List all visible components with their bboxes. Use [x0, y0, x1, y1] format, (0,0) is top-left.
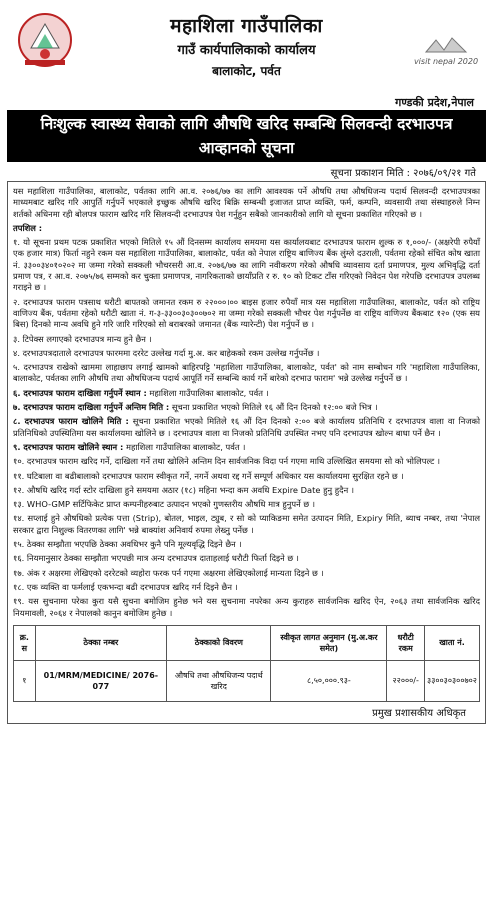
table-header-cell: ठेक्का नम्बर: [35, 625, 167, 660]
notice-body: [7, 181, 486, 724]
office-name: गाउँ कार्यपालिकाको कार्यालय: [177, 43, 316, 58]
notice-title-banner: [7, 110, 486, 162]
term-item: १६. नियमानुसार ठेक्का सम्झौता भएपछी मात्र अन्य दरभाउपत्र दाताहलाई धरौटी फिर्ता दिइने छ ।: [13, 553, 299, 564]
notice-title-line2: आव्हानको सूचना: [198, 139, 295, 157]
table-header-cell: स्वीकृत लागत अनुमान (मु.अ.कर समेत): [271, 625, 387, 660]
table-cell: १: [14, 660, 36, 701]
svg-text:visit nepal 2020: visit nepal 2020: [413, 57, 479, 66]
terms-list: [13, 237, 480, 619]
term-item: १२. औषधि खरिद गर्दा स्टोर दाखिला हुने समयमा अठार (१८) महिना भन्दा कम अवधि Expire Date हुनु हुदैन ।: [13, 484, 354, 495]
term-item: १९. यस सुचनामा परेका कुरा यसै सुचना बमोजिम हुनेछ भने यस सुचनामा नपरेका अन्य कुराहरु सार्वजनिक खरिद ऐन, २०६३ तथा सार्वजनिक खरिद नियमावली, २०६४ र नेपालको कानुन बमोजिम हुनेछ ।: [13, 596, 480, 618]
term-item: ८. दरभाउपत्र फाराम खोलिने मिति : सूचना प्रकाशित भएको मितिले १६ औं दिन दिनको २:०० बजे कार्यालय प्रतिनिधि र दरभाउपत्र वाला वा निजको प्रतिनिधिको उपस्थितिमा यस कार्यालयमा खोलिने छ । दरभाउपत्र वाला वा निजको प्रतिनिधि उपस्थित नभए पनि दरभाउपत्र खोल्न बाधा पर्ने छैन ।: [13, 416, 480, 438]
term-item: १. यो सूचना प्रथम पटक प्रकाशित भएको मितिले १५ औं दिनसम्म कार्यालय समयमा यस कार्यालयबाट दरभाउपत्र फाराम शुल्क रु १,०००/- (अक्षरेपी रुपैयाँ एक हजार मात्र) फिर्ता नहुने रकम यस महाशिला गाउँपालिका, बालाकोट, पर्वत को नेपाल राष्ट्रिय बाणिज्य बैंक लुंम्ले दउराली, पर्वतमा रहेको संचित कोष खाता नं. ३३००३४०१०२०२ मा जम्मा गरेको सक्कली भौचरसरी आ.व. २०७६/७७ का लागि नवीकरण गरेको औषधि व्यावसाय दर्ता प्रमाणपत्र, मुल्य अभिवृद्धि दर्ता प्रमाण पत्र, र आ.व. २०७५/७६ सम्मको कर चुक्ता प्रमाणपत्र, नागरिकताको छायाँप्रति र रु. १० को टिकट टाँस गरिएको निवेदन पेश गरेपछि दरभाउपत्र उपलब्ध गराइने छ ।: [13, 237, 480, 293]
term-item: १५. ठेक्का सम्झौता भएपछि ठेक्का अवधिभर कुनै पनि मूल्यवृद्धि दिइने छैन ।: [13, 539, 242, 550]
term-item: २. दरभाउपत्र फाराम पत्रसाथ धरौटी बापतको जमानत रकम रु २२०००।०० बाइस हजार रुपैयाँ मात्र यस महाशिला गाउँपालिका, बालाकोट, पर्वत को राष्ट्रिय वाणिज्य बैंक, पर्वतमा रहेको धरौटी खाता नं. ग-३-३३००३०३००७०२ मा जम्मा गरेको सक्कली भौचर पेश गर्नुपर्नेछ वा राष्ट्रिय वाणिज्य बैंकबाट १२० (एक सय बिस) दिनको मान्य अवधि हुने गरि जारि गरिएको सो बराबरको जमानत (बैंक ग्यारेन्टी) पेश गर्नुपर्ने छ ।: [13, 296, 480, 330]
table-row: [14, 660, 480, 701]
org-name: महाशिला गाउँपालिका: [170, 15, 323, 37]
signature-line: प्रमुख प्रशासकीय अधिकृत: [372, 707, 466, 719]
terms-heading: तपशिल :: [13, 222, 43, 233]
term-item: ७. दरभाउपत्र फाराम दाखिला गर्नुपर्ने अन्तिम मिति : सूचना प्रकाशित भएको मितिले १६ औं दिन दिनको १२:०० बजे भित्र ।: [13, 402, 378, 413]
table-cell: औषधि तथा औषधिजन्य पदार्थ खरिद: [167, 660, 271, 701]
term-item: १७. अंक र अक्षरमा लेखिएको दररेटको व्यहोरा फरक पर्न गएमा अक्षरमा लेखिएकोलाई मान्यता दिइने छ ।: [13, 567, 324, 578]
table-header-cell: क्र. स: [14, 625, 36, 660]
table-cell: 01/MRM/MEDICINE/ 2076-077: [35, 660, 167, 701]
table-cell: २२०००/-: [387, 660, 425, 701]
term-item: १०. दरभाउपत्र फाराम खरिद गर्ने, दाखिला गर्ने तथा खोलिने अन्तिम दिन सार्वजनिक विदा पर्न गएमा माथि उल्लिखित समयमा सो को भोलिपल्ट ।: [13, 456, 441, 467]
term-item: १४. सप्लाई हुने औषधिको प्रत्येक पत्ता (Strip), बोतल, भाइल, ट्युब, र सो को प्याकिङमा समेत उत्पादन मिति, Expiry मिति, ब्याच नम्बर, तथा 'नेपाल सरकार द्वारा निशुल्क वितरणका लागि' भन्ने बाक्यांश अनिवार्य रुपमा लेख्नु पर्नेछ ।: [13, 513, 480, 535]
term-item: १३. WHO-GMP सर्टिफिकेट प्राप्त कम्पनीहरुबाट उत्पादन भएको गुणस्तरीय औषधि मात्र हुनुपर्ने छ ।: [13, 499, 315, 510]
contract-table: [13, 625, 480, 702]
term-item: ९. दरभाउपत्र फाराम खोलिने स्थान : महाशिला गाउँपालिका बालाकोट, पर्वत ।: [13, 441, 246, 452]
table-header-cell: धरौटी रकम: [387, 625, 425, 660]
table-body: [14, 660, 480, 701]
visit-nepal-logo-icon: [413, 32, 479, 76]
table-header-row: [14, 625, 480, 660]
term-item: ११. घटिबाला वा बढीबालाको दरभाउपत्र फाराम स्वीकृत गर्ने, नगर्ने अथवा रद्द गर्ने सम्पूर्ण अधिकार यस कार्यालयमा सुरक्षित रहने छ ।: [13, 470, 404, 481]
intro-paragraph: यस महाशिला गाउँपालिका, बालाकोट, पर्वतका लागि आ.व. २०७६/७७ का लागि आवश्यक पर्ने औषधि तथा औषधिजन्य पदार्थ सिलवन्दी दरभाउपत्रका माध्यमबाट खरिद गरि आपुर्ति गर्नुपर्ने भएकाले इच्छुक औषधि खरिद बिक्रि सम्बन्धी इजाजत प्राप्त व्यक्ति, फर्म, कम्पनि, व्यवसायी तथा संस्थाहरुले निम्न शर्तको अधिनमा रही बोलपत्र फाराम खरिद गरि सिलवन्दी दरभाउपत्र पेश गर्नुहुन सबैको जानकारीको लागि यो सूचना प्रकाशित गरिएको छ ।: [13, 186, 480, 219]
term-item: ६. दरभाउपत्र फाराम दाखिला गर्नुपर्ने स्थान : महाशिला गाउँपालिका बालाकोट, पर्वत ।: [13, 387, 269, 398]
term-item: ३. टिपेक्स लगाएको दरभाउपत्र मान्य हुने छैन ।: [13, 333, 152, 344]
term-item: ४. दरभाउपत्रदाताले दरभाउपत्र फारममा दररेट उल्लेख गर्दा मु.अ. कर बाहेकको रकम उल्लेख गर्नुपर्नेछ ।: [13, 347, 320, 358]
office-location: बालाकोट, पर्वत: [212, 64, 281, 78]
notice-title-line1: निःशुल्क स्वास्थ्य सेवाको लागि औषधि खरिद सम्बन्धि सिलवन्दी दरभाउपत्र: [40, 115, 453, 133]
table-cell: ३३००३०३००७०२: [425, 660, 480, 701]
table-header-cell: खाता नं.: [425, 625, 480, 660]
province-label: गण्डकी प्रदेश,नेपाल: [395, 96, 474, 109]
term-item: १८. एक व्यक्ति वा फर्मलाई एकभन्दा बढी दरभाउपत्र खरिद गर्न दिइने छैन ।: [13, 581, 238, 592]
table-header-cell: ठेक्काको विवरण: [167, 625, 271, 660]
publish-date: सूचना प्रकाशन मिति : २०७६/०९/२१ गते: [330, 168, 476, 179]
letterhead: [7, 0, 486, 110]
term-item: ५. दरभाउपत्र राखेको खाममा लाहाछाप लगाई खामको बाहिरपट्टि 'महाशिला गाउँपालिका, बालाकोट, पर्वत' को नाम सम्बोधन गरि 'महाशिला गाउँपालिका, बालाकोट, पर्वतका लागि औषधि तथा औषधिजन्य पदार्थ आपूर्ति गर्ने सम्बन्धि कार्य गर्ने बारेको दरभाउ फाराम' भन्ने उल्लेख गर्नुपर्ने छ ।: [13, 362, 480, 384]
table-cell: ८,५०,०००.९३-: [271, 660, 387, 701]
